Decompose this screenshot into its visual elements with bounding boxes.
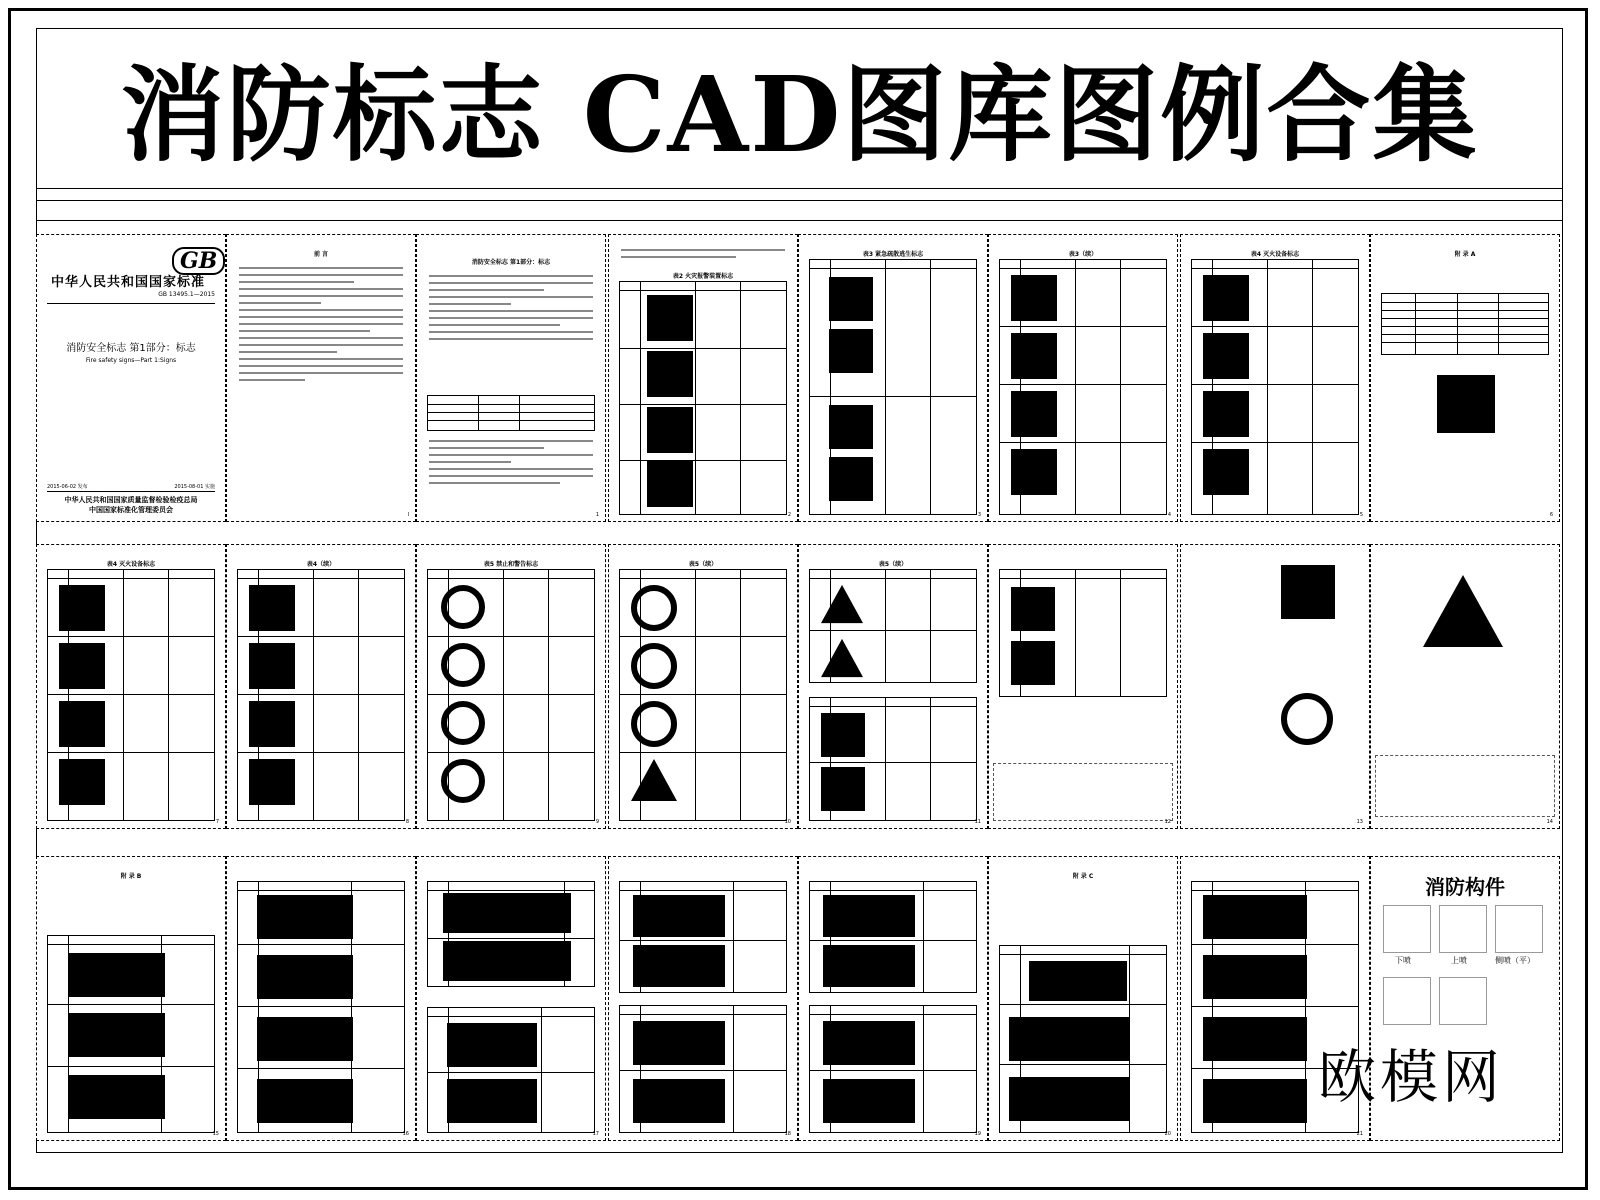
title-divider-3	[36, 220, 1563, 221]
page-number: 6	[1549, 512, 1553, 518]
exit-running-man-sign-2	[829, 329, 873, 373]
manual-call-point-sign	[647, 295, 693, 341]
fire-telephone-sign	[647, 461, 693, 507]
main-title: 消防标志 CAD图库图例合集	[120, 53, 1479, 176]
page-number: 1	[595, 512, 599, 518]
page-number: 2	[787, 512, 791, 518]
sprinkler-up-icon	[1439, 905, 1487, 953]
escape-ladder-sign	[1011, 449, 1057, 495]
combo-sign-1	[257, 895, 353, 939]
sheet-combo-3[interactable]	[416, 856, 606, 1141]
exit-combo-sign-2	[1203, 955, 1307, 999]
sprinkler-icon-2	[1439, 977, 1487, 1025]
combo-sign-2	[443, 941, 571, 981]
sprinkler-down-icon	[1383, 905, 1431, 953]
sheet-title: 消防安全标志 第1部分：标志	[471, 259, 551, 266]
doc-title: 消防安全标志 第1部分：标志	[66, 343, 196, 354]
exit-door-sign-2	[829, 457, 873, 501]
component-label: 侧喷（平）	[1495, 956, 1535, 965]
combo-sign-2	[257, 955, 353, 999]
gb-logo: GB	[172, 247, 225, 275]
exit-running-man-sign	[829, 277, 873, 321]
issuer-2: 中国国家标准化管理委员会	[89, 506, 173, 514]
exit-arrow-combo-sign	[69, 953, 165, 997]
issuer-1: 中华人民共和国国家质量监督检验检疫总局	[64, 496, 198, 504]
watermark: 欧模网	[1318, 1043, 1505, 1111]
sheet-title: 表2 火灾报警装置标志	[672, 273, 734, 280]
combo-sign-3	[257, 1017, 353, 1061]
sheet-title: 表5 禁止和警告标志	[483, 561, 539, 568]
portable-extinguisher-sign	[1203, 333, 1249, 379]
square-sign-template	[1437, 375, 1495, 433]
combo-sign-3	[823, 1021, 915, 1065]
text-block-2	[429, 440, 593, 489]
combo-sign-1	[443, 893, 571, 933]
sheet-title: 表4 灭火设备标志	[1250, 251, 1300, 258]
sheet-templates[interactable]	[1180, 544, 1370, 829]
exit-combo-sign-1	[1203, 895, 1307, 939]
hose-reel-sign	[249, 585, 295, 631]
sheet-extinguish[interactable]	[1180, 234, 1370, 522]
sheet-hydrant[interactable]	[226, 544, 416, 829]
sheet-title: 表5（续）	[688, 561, 718, 568]
exit-arrow-combo-sign-2	[69, 1013, 165, 1057]
pull-sign	[1011, 333, 1057, 379]
combo-sign-2	[633, 945, 725, 987]
sheet-appendix-a[interactable]	[1370, 234, 1560, 522]
warning-flammable-sign	[629, 757, 679, 803]
siamese-connection-sign	[249, 759, 295, 805]
components-title: 消防构件	[1425, 875, 1505, 899]
page-number: 12	[1164, 819, 1171, 825]
sheet-title: 附 录 A	[1454, 251, 1476, 258]
arrow-down-left-sign	[821, 767, 865, 811]
page-number: 3	[977, 512, 981, 518]
doc-subtitle: Fire safety signs—Part 1:Signs	[85, 357, 177, 364]
no-obstruct-sign	[631, 643, 677, 689]
sheet-exit[interactable]	[798, 234, 988, 522]
sheet-appendix-b[interactable]	[36, 856, 226, 1141]
sheet-combo-5[interactable]	[798, 856, 988, 1141]
size-table	[1381, 293, 1549, 355]
sheet-exit-cont[interactable]	[988, 234, 1178, 522]
combo-sign-4	[257, 1079, 353, 1123]
sheet-title: 前 言	[313, 251, 329, 258]
human-figures-strip	[993, 763, 1173, 821]
combo-sign-4	[447, 1079, 537, 1123]
page-number: 17	[592, 1131, 599, 1137]
warning-triangle-template	[1421, 573, 1505, 649]
warning-combustible-sign	[819, 583, 865, 625]
arrow-down-left-sign	[1011, 641, 1055, 685]
combo-sign-1	[823, 895, 915, 937]
sheet-prohibit-2[interactable]	[608, 544, 798, 829]
cover-sheet[interactable]	[36, 234, 226, 522]
sheet-combo-4[interactable]	[608, 856, 798, 1141]
prohibition-circle-template	[1281, 693, 1333, 745]
country-title: 中华人民共和国国家标准	[51, 275, 206, 290]
text-block	[621, 249, 785, 263]
fire-monitor-sign	[1203, 449, 1249, 495]
sheet-title: 表5（续）	[878, 561, 908, 568]
wheeled-extinguisher-sign	[59, 701, 105, 747]
sheet-title: 表4（续）	[306, 561, 336, 568]
sheet-intro[interactable]	[416, 234, 606, 522]
human-figures-strip	[1375, 755, 1555, 817]
page-number: 15	[212, 1131, 219, 1137]
text-block	[239, 267, 403, 386]
effect-date: 2015-08-01 实施	[174, 484, 215, 490]
combo-sign-3	[447, 1023, 537, 1067]
underground-hydrant-sign	[249, 643, 295, 689]
sheet-title: 表4 灭火设备标志	[106, 561, 156, 568]
sheet-triangle-template[interactable]	[1370, 544, 1560, 829]
push-sign	[1011, 275, 1057, 321]
page-number: 11	[974, 819, 981, 825]
page-number: 9	[595, 819, 599, 825]
standard-code: GB 13495.1—2015	[158, 291, 215, 298]
sheet-prohibit[interactable]	[416, 544, 606, 829]
no-burning-sign	[441, 643, 485, 687]
page-number: 14	[1546, 819, 1553, 825]
component-label: 下喷	[1395, 956, 1411, 965]
fire-alarm-sign	[647, 351, 693, 397]
sign-table	[619, 281, 787, 515]
no-water-sign	[631, 585, 677, 631]
exit-combo-sign-3	[1203, 1017, 1307, 1061]
title-divider-2	[36, 200, 1563, 201]
sheet-direction[interactable]	[988, 544, 1178, 829]
text-block	[429, 275, 593, 345]
no-smoking-sign	[441, 585, 485, 629]
page-number: 5	[1359, 512, 1363, 518]
exit-arrow-combo-sign-3	[69, 1075, 165, 1119]
combo-sign-4	[633, 1079, 725, 1123]
fire-equipment-sign	[1203, 275, 1249, 321]
combo-sign-4	[823, 1079, 915, 1123]
combo-sign-2	[823, 945, 915, 987]
sheet-title: 附 录 C	[1072, 873, 1094, 880]
exit-combo-sign-1	[1029, 961, 1127, 1001]
warning-explosive-sign	[819, 637, 865, 679]
alarm-telephone-sign	[647, 407, 693, 453]
exit-door-sign	[829, 405, 873, 449]
sheet-title: 附 录 B	[120, 873, 142, 880]
page-number: 20	[1164, 1131, 1171, 1137]
square-sign-template	[1281, 565, 1335, 619]
sheet-title: 表3（续）	[1068, 251, 1098, 258]
sheet-preface[interactable]	[226, 234, 416, 522]
sheet-fire-alarm[interactable]	[608, 234, 798, 522]
fire-monitor-sign	[59, 759, 105, 805]
wheeled-extinguisher-sign	[1203, 391, 1249, 437]
page-number: 21	[1356, 1131, 1363, 1137]
sheet-appendix-c[interactable]	[988, 856, 1178, 1141]
combo-sign-3	[633, 1021, 725, 1065]
combo-sign-1	[633, 895, 725, 937]
sheet-warning[interactable]	[798, 544, 988, 829]
publish-date: 2015-06-02 发布	[47, 484, 88, 490]
arrow-left-sign	[821, 713, 865, 757]
sheet-combo-2[interactable]	[226, 856, 416, 1141]
cover-rule-2	[47, 491, 215, 492]
page-number: 13	[1356, 819, 1363, 825]
exit-combo-sign-2	[1009, 1017, 1129, 1061]
sheet-extinguish-2[interactable]	[36, 544, 226, 829]
fire-equipment-sign	[59, 585, 105, 631]
exit-combo-sign-4	[1203, 1079, 1307, 1123]
sprinkler-icon	[1383, 977, 1431, 1025]
break-to-obtain-sign	[1011, 391, 1057, 437]
color-table	[427, 395, 595, 431]
page-number: 10	[784, 819, 791, 825]
no-flammable-sign	[441, 701, 485, 745]
sheet-title: 表3 紧急疏散逃生标志	[862, 251, 924, 258]
page-number: 7	[215, 819, 219, 825]
page-number: 8	[405, 819, 409, 825]
cover-rule	[47, 303, 215, 304]
exit-combo-sign-3	[1009, 1077, 1129, 1121]
page-number: 4	[1167, 512, 1171, 518]
sprinkler-side-icon	[1495, 905, 1543, 953]
no-fireworks-sign	[441, 759, 485, 803]
overground-hydrant-sign	[249, 701, 295, 747]
no-lock-sign	[631, 701, 677, 747]
component-label: 上喷	[1451, 956, 1467, 965]
page-number: 16	[402, 1131, 409, 1137]
portable-extinguisher-sign	[59, 643, 105, 689]
page-number: 19	[974, 1131, 981, 1137]
arrow-left-sign	[1011, 587, 1055, 631]
page-number: 18	[784, 1131, 791, 1137]
page-number: I	[407, 512, 409, 518]
